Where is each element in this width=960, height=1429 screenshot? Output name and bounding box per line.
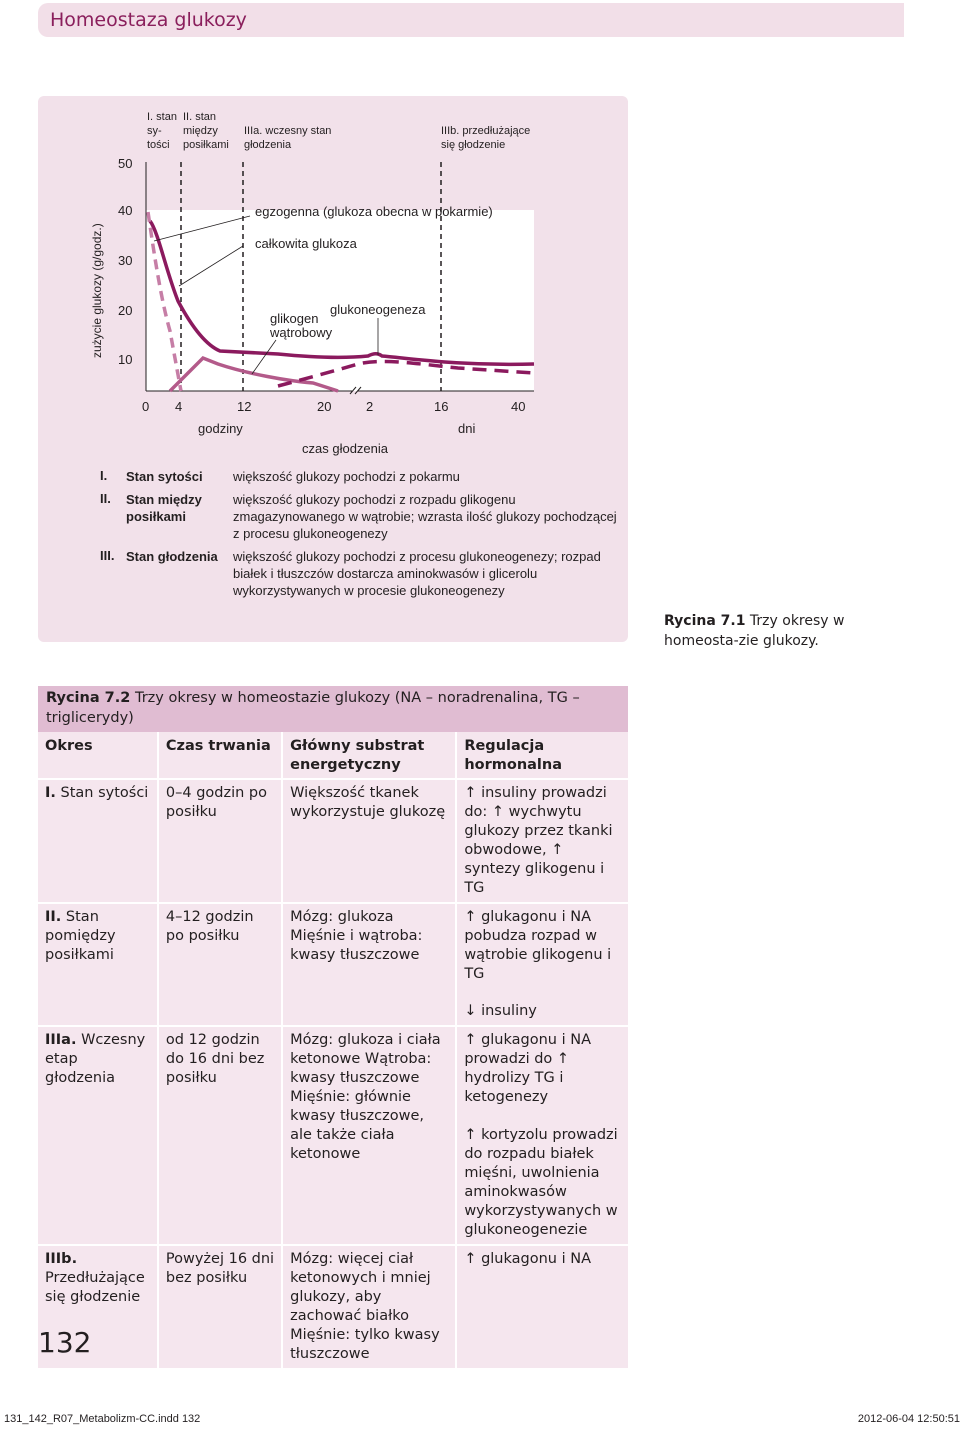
period-num: II. — [45, 909, 62, 925]
phase-label: posiłkami — [183, 139, 229, 151]
glycogen-label: glikogen — [270, 311, 319, 326]
col-header: Regulacja hormonalna — [456, 732, 628, 779]
homeostasis-table — [38, 732, 628, 1368]
figure-7-1-caption — [664, 611, 914, 651]
phase-label: IIIb. przedłużające — [441, 125, 531, 137]
y-tick: 30 — [118, 253, 133, 268]
period-num: IIIb. — [45, 1251, 78, 1267]
regulation-cell: ↑ glukagonu i NA — [456, 1245, 628, 1368]
table-caption-text: Trzy okresy w homeostazie glukozy (NA – noradrenalina, TG – triglicerydy) — [46, 690, 580, 726]
legend-num: III. — [100, 548, 115, 563]
regulation-cell — [456, 903, 628, 1026]
legend-num: I. — [100, 468, 108, 483]
figure-7-1-panel — [38, 96, 628, 642]
x-tick: 20 — [317, 399, 332, 414]
x-tick: 4 — [175, 399, 183, 414]
y-tick: 40 — [118, 203, 133, 218]
phase-label: sy- — [147, 125, 162, 137]
x-tick: 2 — [366, 399, 374, 414]
x-unit-days: dni — [458, 421, 476, 436]
y-tick: 20 — [118, 303, 133, 318]
glycogen-label: wątrobowy — [270, 325, 333, 340]
exogenous-label: egzogenna (glukoza obecna w pokarmie) — [255, 204, 493, 219]
caption-text: Trzy okresy w homeosta-zie glukozy. — [664, 613, 845, 649]
period-name: Stan sytości — [60, 785, 149, 801]
y-axis-label: zużycie glukozy (g/godz.) — [90, 223, 104, 358]
figure-7-2-table — [38, 686, 628, 1368]
x-tick: 40 — [511, 399, 526, 414]
legend-name: Stan sytości — [126, 469, 203, 484]
phase-label: się głodzenie — [441, 139, 506, 151]
regulation-text: ↑ kortyzolu prowadzi do rozpadu białek mięśni, uwolnienia aminokwasów wykorzystywanych w glukoneogenezie — [464, 1127, 618, 1238]
legend-name: Stan między posiłkami — [126, 492, 202, 524]
substrate-cell: Mózg: więcej ciał ketonowych i mniej glukozy, aby zachować białko Mięśnie: tylko kwasy tłuszczowe — [282, 1245, 456, 1368]
table-row — [38, 779, 628, 903]
chapter-header — [38, 3, 904, 37]
y-tick: 10 — [118, 352, 133, 367]
period-cell — [38, 779, 158, 903]
legend-desc: większość glukozy pochodzi z procesu glukoneogenezy; rozpad białek i tłuszczów dostarcza aminokwasów i glicerolu wykorzystywanych w procesie glukoneogenezy — [233, 549, 601, 598]
legend-name: Stan głodzenia — [126, 549, 218, 564]
footer-file: 131_142_R07_Metabolizm-CC.indd 132 — [4, 1413, 201, 1425]
table-caption — [38, 686, 628, 732]
period-num: I. — [45, 785, 56, 801]
substrate-cell: Mózg: glukoza Mięśnie i wątroba: kwasy tłuszczowe — [282, 903, 456, 1026]
page-number: 132 — [38, 1326, 92, 1359]
duration-cell: 0–4 godzin po posiłku — [158, 779, 282, 903]
substrate-cell: Mózg: glukoza i ciała ketonowe Wątroba: kwasy tłuszczowe Mięśnie: głównie kwasy tłuszczowe, ale także ciała ketonowe — [282, 1026, 456, 1245]
footer-timestamp: 2012-06-04 12:50:51 — [857, 1413, 960, 1425]
phase-label: tości — [147, 139, 170, 151]
regulation-text: ↑ glukagonu i NA pobudza rozpad w wątrobie glikogenu i TG — [464, 909, 612, 982]
y-tick: 50 — [118, 156, 133, 171]
regulation-cell — [456, 1026, 628, 1245]
duration-cell: Powyżej 16 dni bez posiłku — [158, 1245, 282, 1368]
phase-label: głodzenia — [244, 139, 292, 151]
period-name: Stan pomiędzy posiłkami — [45, 909, 116, 963]
duration-cell: od 12 godzin do 16 dni bez posiłku — [158, 1026, 282, 1245]
caption-label: Rycina 7.1 — [664, 613, 746, 629]
total-glucose-label: całkowita glukoza — [255, 236, 357, 251]
table-header-row — [38, 732, 628, 779]
table-row — [38, 1026, 628, 1245]
x-tick: 16 — [434, 399, 449, 414]
phase-label: I. stan — [147, 111, 177, 123]
legend-desc: większość glukozy pochodzi z pokarmu — [233, 469, 460, 484]
regulation-text: ↓ insuliny — [464, 1003, 537, 1019]
x-unit-hours: godziny — [198, 421, 243, 436]
period-name: Przedłużające się głodzenie — [45, 1270, 145, 1305]
legend-desc: większość glukozy pochodzi z rozpadu glikogenu zmagazynowanego w wątrobie; wzrasta ilość glukozy pochodzącej z procesu glukoneogenezy — [233, 492, 617, 541]
col-header: Okres — [38, 732, 158, 779]
table-row — [38, 1245, 628, 1368]
phase-label: II. stan — [183, 111, 217, 123]
phase-label: między — [183, 125, 218, 137]
duration-cell: 4–12 godzin po posiłku — [158, 903, 282, 1026]
table-row — [38, 903, 628, 1026]
legend-num: II. — [100, 491, 111, 506]
period-num: IIIa. — [45, 1032, 77, 1048]
phase-label: IIIa. wczesny stan — [244, 125, 332, 137]
period-cell — [38, 1026, 158, 1245]
gluconeogenesis-label: glukoneogeneza — [330, 302, 426, 317]
regulation-cell: ↑ insuliny prowadzi do: ↑ wychwytu glukozy przez tkanki obwodowe, ↑ syntezy glikogenu i TG — [456, 779, 628, 903]
regulation-text: ↑ glukagonu i NA prowadzi do ↑ hydrolizy TG i ketogenezy — [464, 1032, 591, 1105]
plot-top-band — [146, 162, 535, 210]
x-tick: 12 — [237, 399, 252, 414]
x-tick: 0 — [142, 399, 150, 414]
col-header: Główny substrat energetyczny — [282, 732, 456, 779]
table-caption-label: Rycina 7.2 — [46, 690, 131, 706]
substrate-cell: Większość tkanek wykorzystuje glukozę — [282, 779, 456, 903]
chapter-title: Homeostaza glukozy — [50, 9, 247, 31]
col-header: Czas trwania — [158, 732, 282, 779]
period-cell — [38, 903, 158, 1026]
x-axis-label: czas głodzenia — [302, 441, 388, 456]
period-name: Wczesny etap głodzenia — [45, 1032, 146, 1086]
